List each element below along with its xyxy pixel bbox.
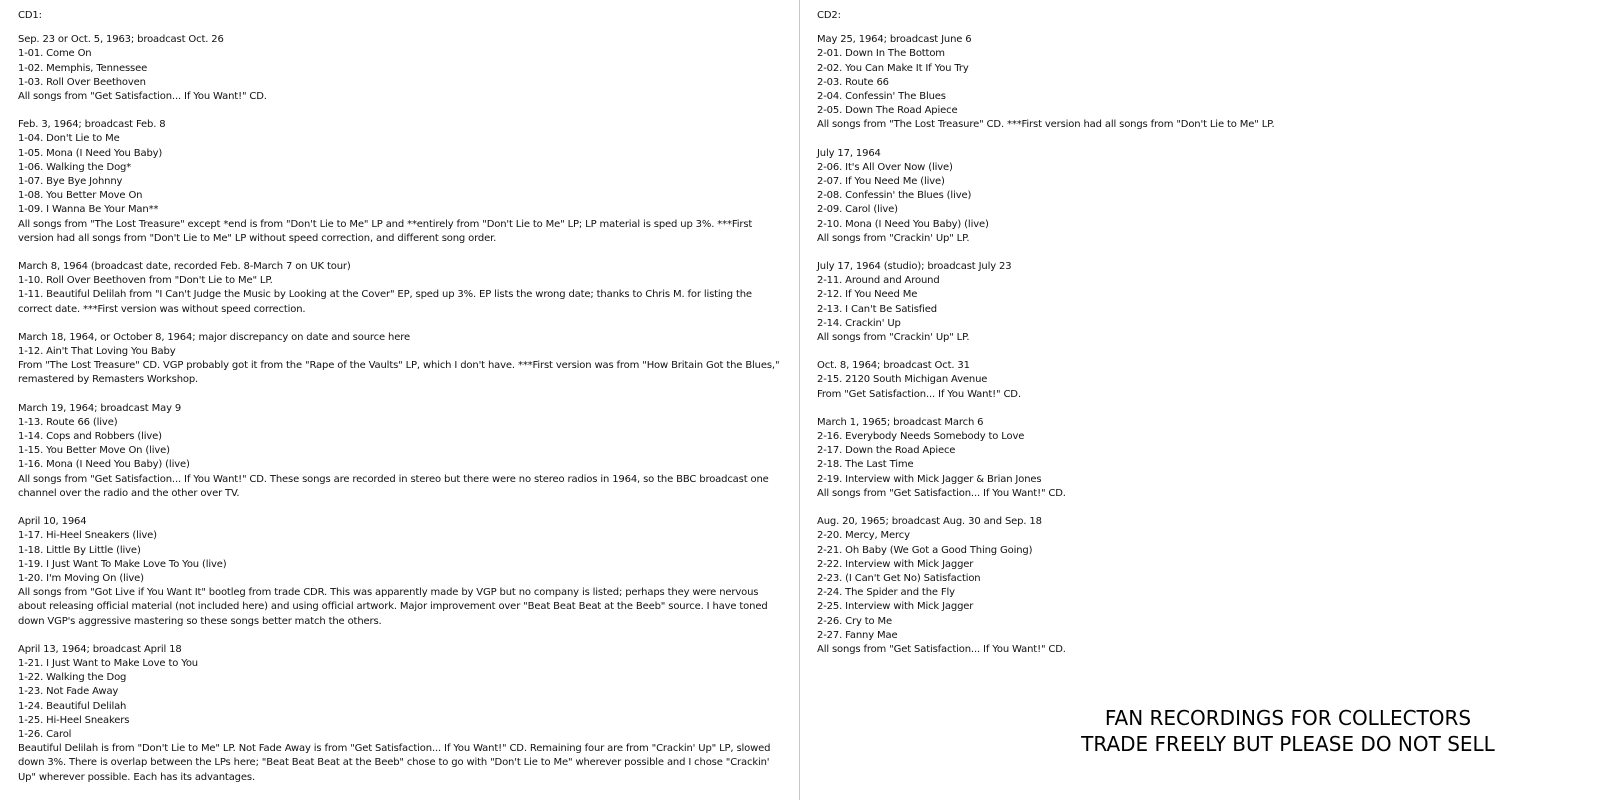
track-item: 2-21. Oh Baby (We Got a Good Thing Going) xyxy=(817,544,1033,556)
track-item: 2-15. 2120 South Michigan Avenue xyxy=(817,374,988,386)
session-notes: All songs from "Got Live if You Want It" bootleg from trade CDR. This was apparently made by VGP but no company is listed; perhaps they were nervous about releasing official material (not included here) and using official artwork. Major improvement over "Beat Beat Beat at the Beeb" source. I have toned down VGP's aggressive mastering so these songs better match the others. xyxy=(18,587,768,627)
cd1-title: CD1: xyxy=(18,10,42,21)
track-item: 1-10. Roll Over Beethoven from "Don't Lie to Me" LP. xyxy=(18,275,273,287)
track-item: 1-02. Memphis, Tennessee xyxy=(18,62,148,74)
session-notes: All songs from "The Lost Treasure" except *end is from "Don't Lie to Me" LP and **entirely from "Don't Lie to Me" LP; LP material is sped up 3%. ***First version had all songs from "Don't Lie to Me" LP without speed correction, and different song order. xyxy=(18,218,753,244)
track-item: 1-17. Hi-Heel Sneakers (live) xyxy=(18,530,157,542)
track-item: 2-01. Down In The Bottom xyxy=(817,48,945,60)
track-item: 2-18. The Last Time xyxy=(817,459,914,471)
track-item: 2-04. Confessin' The Blues xyxy=(817,91,946,103)
session-block xyxy=(817,33,1584,132)
session-block xyxy=(18,33,785,104)
track-item: 2-26. Cry to Me xyxy=(817,615,892,627)
track-item: 2-25. Interview with Mick Jagger xyxy=(817,601,974,613)
session-header: March 18, 1964, or October 8, 1964; major discrepancy on date and source here xyxy=(18,331,410,343)
session-notes: All songs from "Crackin' Up" LP. xyxy=(817,332,970,344)
track-item: 1-24. Beautiful Delilah xyxy=(18,700,127,712)
track-item: 2-24. The Spider and the Fly xyxy=(817,587,955,599)
session-notes: All songs from "Get Satisfaction... If You Want!" CD. xyxy=(817,487,1066,499)
session-header: Oct. 8, 1964; broadcast Oct. 31 xyxy=(817,360,970,372)
session-notes: All songs from "Get Satisfaction... If You Want!" CD. xyxy=(18,91,267,103)
session-header: May 25, 1964; broadcast June 6 xyxy=(817,34,972,46)
track-item: 1-23. Not Fade Away xyxy=(18,686,119,698)
track-item: 1-05. Mona (I Need You Baby) xyxy=(18,147,163,159)
track-item: 1-12. Ain't That Loving You Baby xyxy=(18,346,176,358)
session-header: March 8, 1964 (broadcast date, recorded Feb. 8-March 7 on UK tour) xyxy=(18,261,351,273)
track-item: 1-06. Walking the Dog* xyxy=(18,161,132,173)
track-item: 1-13. Route 66 (live) xyxy=(18,416,118,428)
track-item: 1-25. Hi-Heel Sneakers xyxy=(18,714,130,726)
track-item: 1-22. Walking the Dog xyxy=(18,672,127,684)
session-header: March 1, 1965; broadcast March 6 xyxy=(817,416,984,428)
track-item: 2-23. (I Can't Get No) Satisfaction xyxy=(817,572,981,584)
track-item: 2-03. Route 66 xyxy=(817,76,889,88)
track-item: 2-06. It's All Over Now (live) xyxy=(817,161,953,173)
session-header: Sep. 23 or Oct. 5, 1963; broadcast Oct. 26 xyxy=(18,34,224,46)
track-item: 2-05. Down The Road Apiece xyxy=(817,105,958,117)
session-block xyxy=(18,331,785,388)
cd2-panel xyxy=(799,0,1598,800)
track-item: 1-03. Roll Over Beethoven xyxy=(18,76,146,88)
session-block xyxy=(18,643,785,785)
session-notes: From "The Lost Treasure" CD. VGP probably got it from the "Rape of the Vaults" LP, which I don't have. ***First version was from "How Britain Got the Blues," remastered by Remasters Workshop. xyxy=(18,360,780,386)
session-header: April 10, 1964 xyxy=(18,516,87,528)
session-notes: 1-11. Beautiful Delilah from "I Can't Judge the Music by Looking at the Cover" EP, sped up 3%. EP lists the wrong date; thanks to Chris M. for listing the correct date. ***First version was without speed correction. xyxy=(18,289,752,315)
session-block xyxy=(18,515,785,629)
track-item: 1-07. Bye Bye Johnny xyxy=(18,176,123,188)
track-item: 1-20. I'm Moving On (live) xyxy=(18,572,144,584)
track-item: 2-20. Mercy, Mercy xyxy=(817,530,910,542)
session-header: Feb. 3, 1964; broadcast Feb. 8 xyxy=(18,119,166,131)
track-item: 1-14. Cops and Robbers (live) xyxy=(18,431,162,443)
disclaimer-line-1: FAN RECORDINGS FOR COLLECTORS xyxy=(1104,706,1472,730)
track-item: 2-27. Fanny Mae xyxy=(817,629,898,641)
track-item: 2-14. Crackin' Up xyxy=(817,317,901,329)
track-item: 2-10. Mona (I Need You Baby) (live) xyxy=(817,218,989,230)
track-item: 1-18. Little By Little (live) xyxy=(18,544,141,556)
track-item: 1-15. You Better Move On (live) xyxy=(18,445,170,457)
session-header: Aug. 20, 1965; broadcast Aug. 30 and Sep. 18 xyxy=(817,516,1042,528)
track-item: 1-01. Come On xyxy=(18,48,92,60)
track-item: 2-17. Down the Road Apiece xyxy=(817,445,956,457)
track-item: 2-22. Interview with Mick Jagger xyxy=(817,558,974,570)
track-item: 2-12. If You Need Me xyxy=(817,289,918,301)
track-item: 2-02. You Can Make It If You Try xyxy=(817,62,969,74)
session-header: July 17, 1964 (studio); broadcast July 23 xyxy=(817,261,1012,273)
cd2-session-list xyxy=(817,33,1584,657)
track-item: 1-19. I Just Want To Make Love To You (live) xyxy=(18,558,227,570)
session-header: July 17, 1964 xyxy=(817,147,881,159)
track-item: 1-09. I Wanna Be Your Man** xyxy=(18,204,159,216)
track-item: 2-11. Around and Around xyxy=(817,275,940,287)
track-item: 1-21. I Just Want to Make Love to You xyxy=(18,657,198,669)
session-block xyxy=(18,402,785,501)
track-item: 2-16. Everybody Needs Somebody to Love xyxy=(817,431,1025,443)
session-notes: All songs from "The Lost Treasure" CD. ***First version had all songs from "Don't Lie to Me" LP. xyxy=(817,119,1275,131)
session-header: April 13, 1964; broadcast April 18 xyxy=(18,643,182,655)
session-header: March 19, 1964; broadcast May 9 xyxy=(18,402,182,414)
session-block xyxy=(817,359,1584,402)
session-notes: All songs from "Get Satisfaction... If You Want!" CD. These songs are recorded in stereo but there were no stereo radios in 1964, so the BBC broadcast one channel over the radio and the other over TV. xyxy=(18,473,769,499)
session-block xyxy=(817,260,1584,345)
track-item: 2-13. I Can't Be Satisfied xyxy=(817,303,937,315)
session-block xyxy=(817,515,1584,657)
session-block xyxy=(18,260,785,317)
session-notes: Beautiful Delilah is from "Don't Lie to Me" LP. Not Fade Away is from "Get Satisfaction... If You Want!" CD. Remaining four are from "Crackin' Up" LP, slowed down 3%. There is overlap between the LPs here; "Beat Beat Beat at the Beeb" chose to go with "Don't Lie to Me" wherever possible and I chose "Crackin' Up" wherever possible. Each has its advantages. xyxy=(18,743,771,783)
disclaimer-line-2: TRADE FREELY BUT PLEASE DO NOT SELL xyxy=(1081,732,1495,756)
session-notes: All songs from "Crackin' Up" LP. xyxy=(817,232,970,244)
cd2-title: CD2: xyxy=(817,10,841,21)
disclaimer xyxy=(1018,705,1558,757)
track-item: 2-09. Carol (live) xyxy=(817,204,898,216)
session-notes: From "Get Satisfaction... If You Want!" CD. xyxy=(817,388,1021,400)
track-item: 2-08. Confessin' the Blues (live) xyxy=(817,190,972,202)
session-notes: All songs from "Get Satisfaction... If You Want!" CD. xyxy=(817,643,1066,655)
track-item: 1-16. Mona (I Need You Baby) (live) xyxy=(18,459,190,471)
track-item: 2-19. Interview with Mick Jagger & Brian Jones xyxy=(817,473,1042,485)
session-block xyxy=(817,416,1584,501)
track-item: 1-04. Don't Lie to Me xyxy=(18,133,120,145)
cd1-session-list xyxy=(18,33,785,785)
session-block xyxy=(817,147,1584,246)
track-item: 1-08. You Better Move On xyxy=(18,190,143,202)
track-item: 1-26. Carol xyxy=(18,728,72,740)
session-block xyxy=(18,118,785,246)
track-item: 2-07. If You Need Me (live) xyxy=(817,176,945,188)
